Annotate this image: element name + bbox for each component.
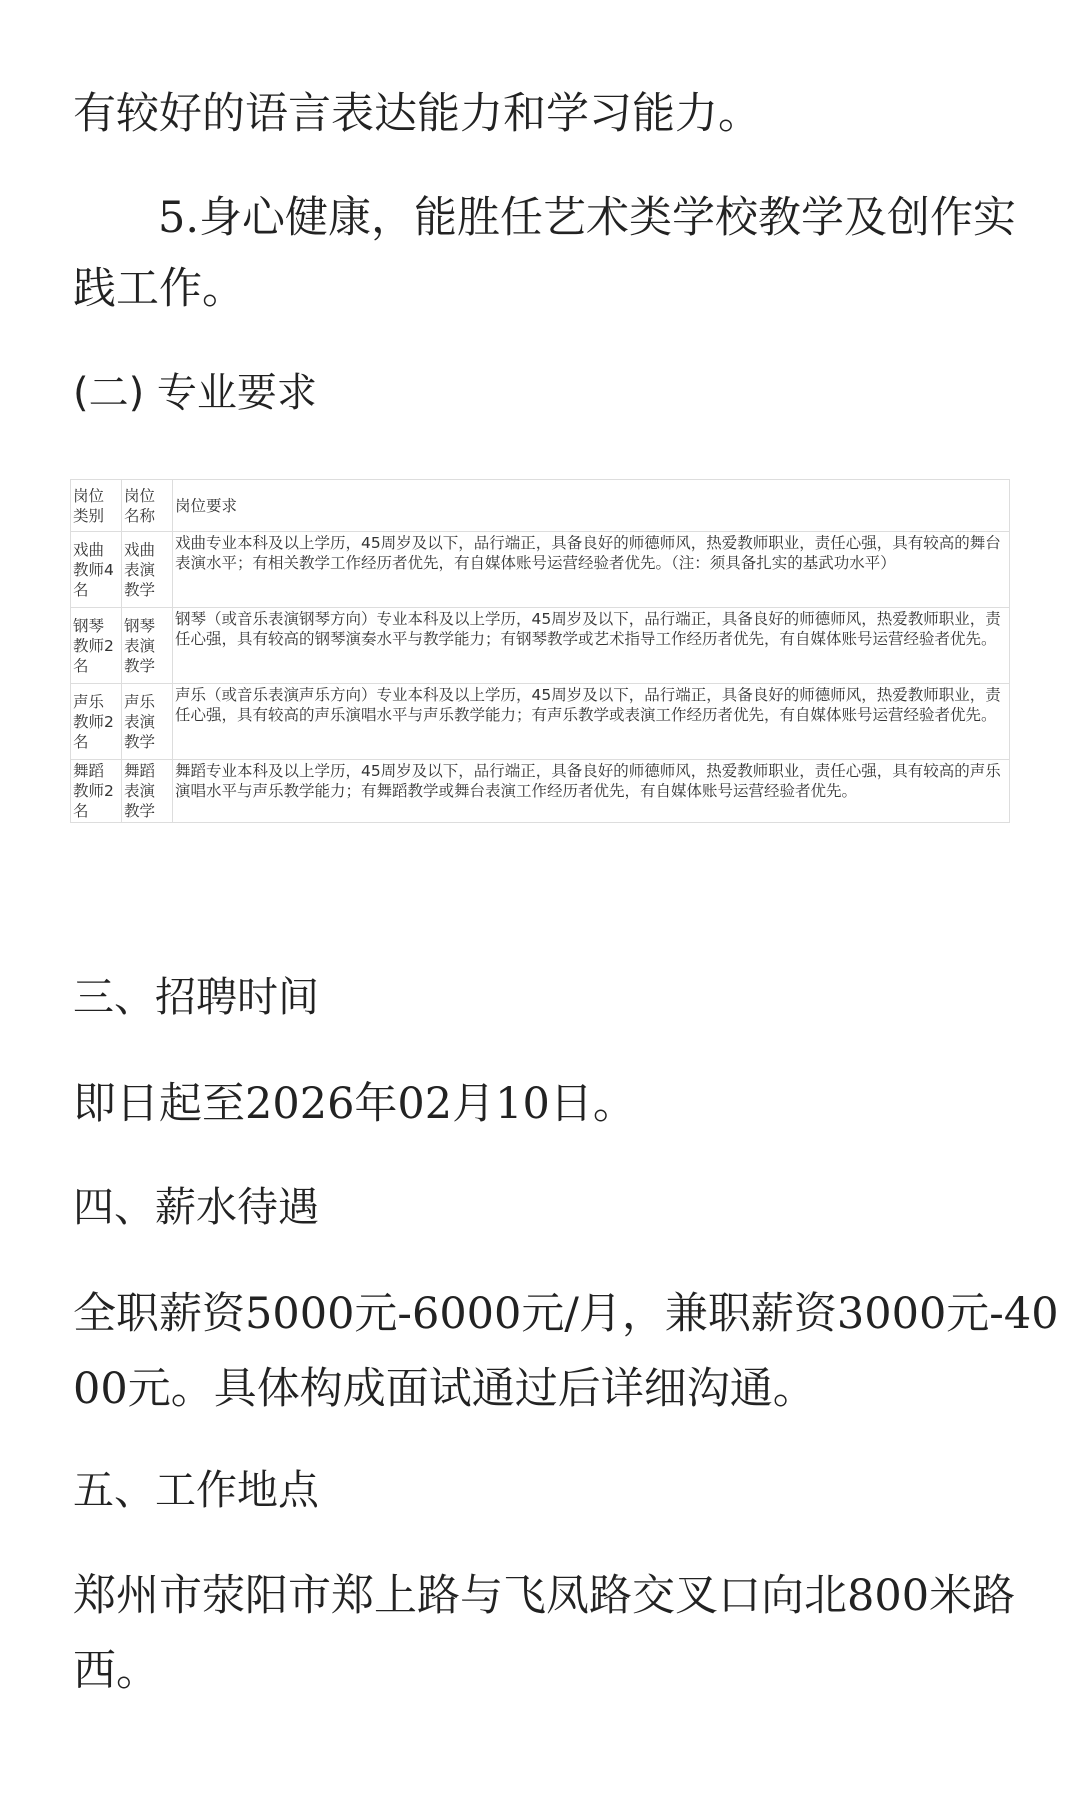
table-row	[71, 760, 1010, 823]
work-location-body-line2: 西。	[73, 1646, 159, 1696]
cell-category: 舞蹈教师2名	[71, 760, 122, 823]
cell-requirement: 钢琴（或音乐表演钢琴方向）专业本科及以上学历，45周岁及以下，品行端正，具备良好的师德师风，热爱教师职业，责任心强，具有较高的钢琴演奏水平与教学能力；有钢琴教学或艺术指导工作经历者优先，有自媒体账号运营经验者优先。	[173, 608, 1010, 684]
cell-requirement: 戏曲专业本科及以上学历，45周岁及以下，品行端正，具备良好的师德师风，热爱教师职业，责任心强，具有较高的舞台表演水平；有相关教学工作经历者优先，有自媒体账号运营经验者优先。（注：须具备扎实的基武功水平）	[173, 532, 1010, 608]
cell-category: 戏曲教师4名	[71, 532, 122, 608]
salary-body-line1: 全职薪资5000元-6000元/月，兼职薪资3000元-40	[73, 1289, 1059, 1339]
table-row	[71, 684, 1010, 760]
section-recruitment-time-title: 三、招聘时间	[73, 973, 319, 1021]
section-work-location-title: 五、工作地点	[73, 1466, 319, 1514]
cell-category: 钢琴教师2名	[71, 608, 122, 684]
paragraph-health-line2: 践工作。	[73, 264, 245, 314]
cell-position-name: 声乐表演教学	[122, 684, 173, 760]
requirements-table	[70, 479, 1010, 823]
table-header-category: 岗位类别	[71, 480, 122, 532]
cell-category: 声乐教师2名	[71, 684, 122, 760]
recruitment-time-body: 即日起至2026年02月10日。	[73, 1079, 636, 1129]
cell-position-name: 钢琴表演教学	[122, 608, 173, 684]
table-header-row	[71, 480, 1010, 532]
section-salary-title: 四、薪水待遇	[73, 1183, 319, 1231]
work-location-body-line1: 郑州市荥阳市郑上路与飞凤路交叉口向北800米路	[73, 1571, 1016, 1621]
table-row	[71, 608, 1010, 684]
salary-body-line2: 00元。具体构成面试通过后详细沟通。	[73, 1364, 816, 1414]
cell-position-name: 舞蹈表演教学	[122, 760, 173, 823]
cell-requirement: 声乐（或音乐表演声乐方向）专业本科及以上学历，45周岁及以下，品行端正，具备良好的师德师风，热爱教师职业，责任心强，具有较高的声乐演唱水平与声乐教学能力；有声乐教学或表演工作经历者优先，有自媒体账号运营经验者优先。	[173, 684, 1010, 760]
cell-position-name: 戏曲表演教学	[122, 532, 173, 608]
paragraph-ability: 有较好的语言表达能力和学习能力。	[73, 89, 761, 139]
paragraph-health-line1: 5.身心健康，能胜任艺术类学校教学及创作实	[158, 193, 1017, 243]
cell-requirement: 舞蹈专业本科及以上学历，45周岁及以下，品行端正，具备良好的师德师风，热爱教师职业，责任心强，具有较高的声乐演唱水平与声乐教学能力；有舞蹈教学或舞台表演工作经历者优先，有自媒体账号运营经验者优先。	[173, 760, 1010, 823]
table-row	[71, 532, 1010, 608]
section-professional-requirements-title: (二) 专业要求	[73, 370, 317, 416]
table-header-requirement: 岗位要求	[173, 480, 1010, 532]
table-header-name: 岗位名称	[122, 480, 173, 532]
